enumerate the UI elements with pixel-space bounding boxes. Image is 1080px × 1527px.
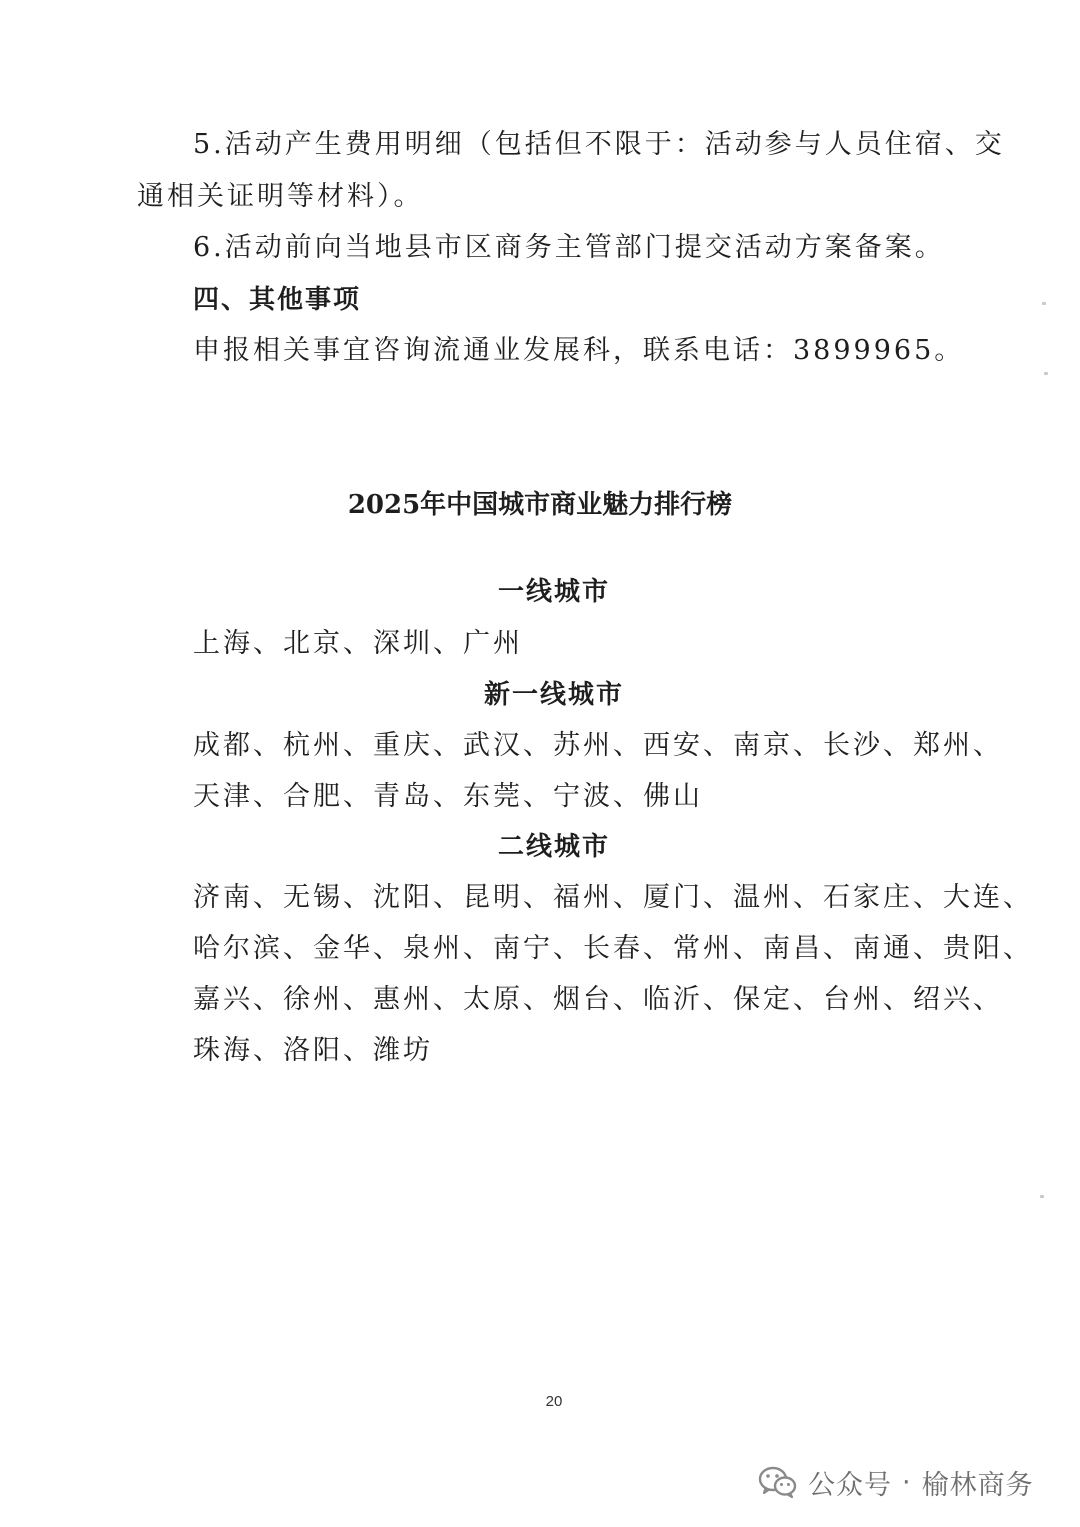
- tier2-cities-line-3: 嘉兴、徐州、惠州、太原、烟台、临沂、保定、台州、绍兴、: [193, 984, 1003, 1015]
- watermark-label: 公众号: [808, 1469, 892, 1501]
- wechat-icon: [758, 1465, 798, 1499]
- item-6: 6.活动前向当地县市区商务主管部门提交活动方案备案。: [193, 232, 945, 263]
- tier2-cities-line-1: 济南、无锡、沈阳、昆明、福州、厦门、温州、石家庄、大连、: [193, 882, 1033, 913]
- new-tier1-cities-line-2: 天津、合肥、青岛、东莞、宁波、佛山: [193, 781, 703, 812]
- item-5-line-2: 通相关证明等材料）。: [137, 181, 424, 212]
- new-tier1-cities-line-1: 成都、杭州、重庆、武汉、苏州、西安、南京、长沙、郑州、: [193, 730, 1003, 761]
- scan-speck: [1040, 1195, 1044, 1198]
- tier1-cities: 上海、北京、深圳、广州: [193, 628, 523, 659]
- tier2-heading: 二线城市: [497, 832, 610, 862]
- new-tier1-heading: 新一线城市: [483, 680, 624, 710]
- tier1-heading: 一线城市: [497, 577, 610, 607]
- section-4-heading: 四、其他事项: [193, 285, 362, 315]
- contact-line: 申报相关事宜咨询流通业发展科，联系电话：3899965。: [193, 335, 965, 366]
- watermark: [758, 1460, 1034, 1504]
- watermark-separator: ·: [902, 1466, 912, 1498]
- tier2-cities-line-4: 珠海、洛阳、潍坊: [193, 1035, 433, 1066]
- scan-speck: [1044, 372, 1048, 375]
- page-number: 20: [545, 1393, 563, 1410]
- ranking-title: 2025年中国城市商业魅力排行榜: [347, 490, 733, 520]
- item-5-line-1: 5.活动产生费用明细（包括但不限于：活动参与人员住宿、交: [193, 129, 1005, 160]
- tier2-cities-line-2: 哈尔滨、金华、泉州、南宁、长春、常州、南昌、南通、贵阳、: [193, 933, 1033, 964]
- scan-speck: [1042, 302, 1046, 305]
- watermark-account: 榆林商务: [921, 1469, 1034, 1501]
